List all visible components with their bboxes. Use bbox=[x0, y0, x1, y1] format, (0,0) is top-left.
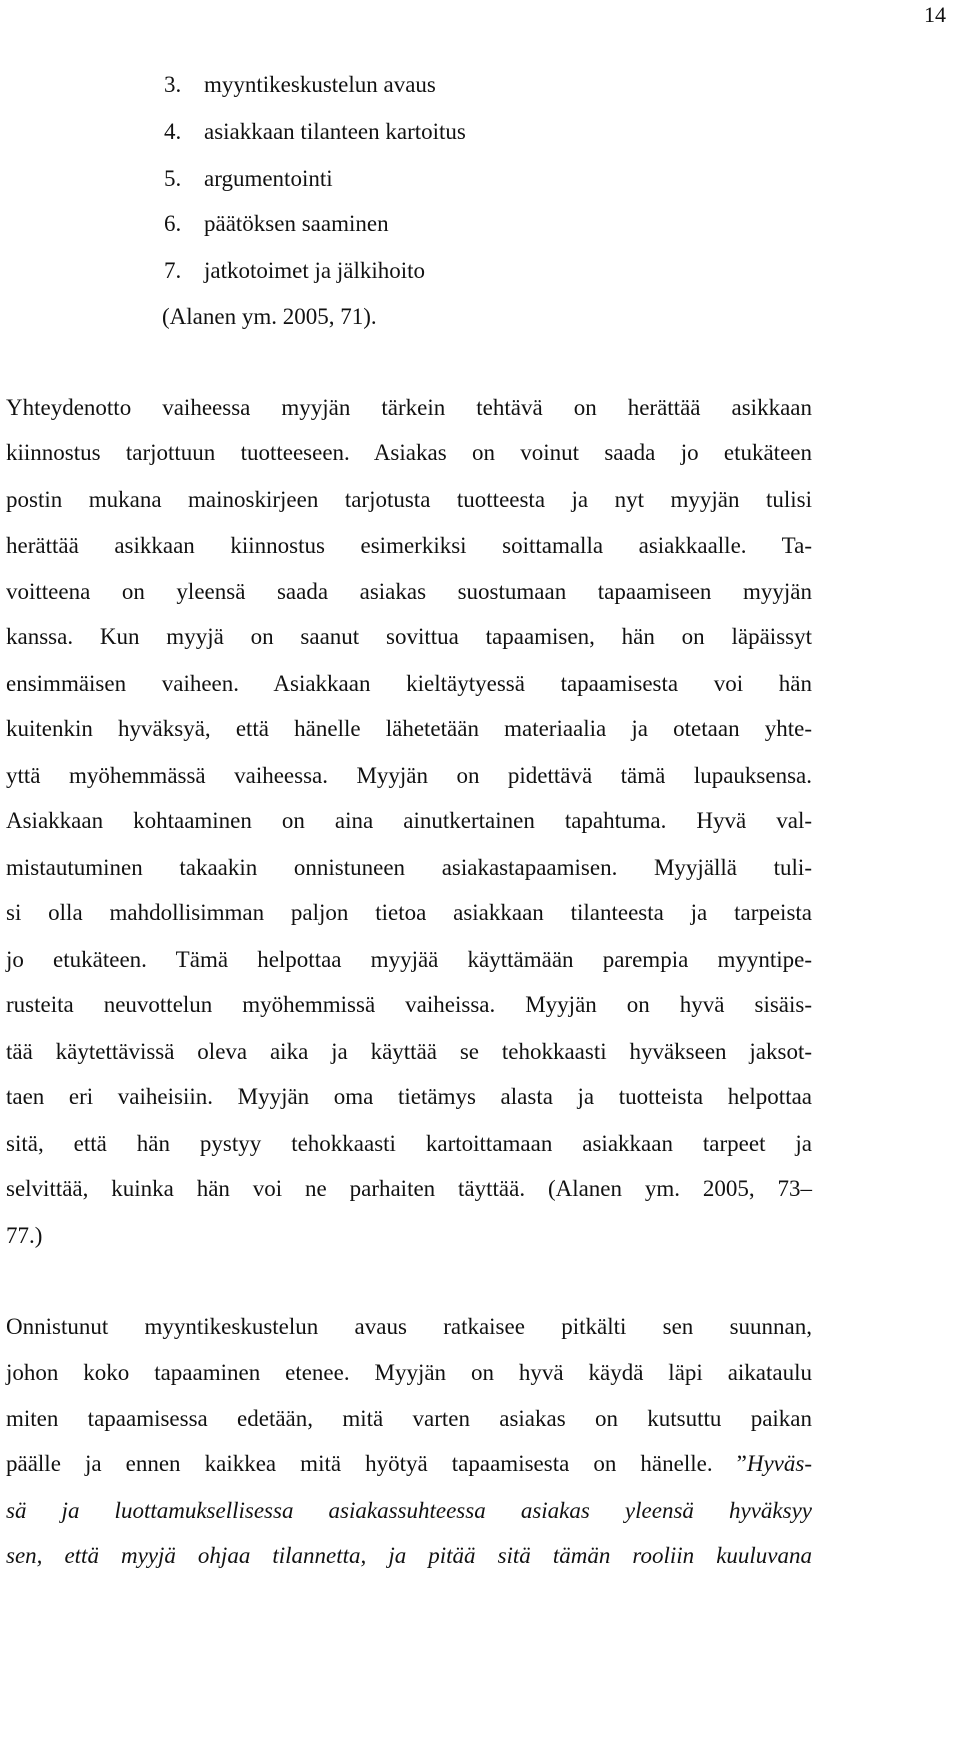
paragraph-line: voitteena on yleensä saada asiakas suostumaan tapaamiseen myyjän bbox=[6, 579, 812, 604]
paragraph-line: kuitenkin hyväksyä, että hänelle lähetetään materiaalia ja otetaan yhte- bbox=[6, 716, 812, 741]
list-item-text: päätöksen saaminen bbox=[204, 211, 389, 236]
paragraph-line: sitä, että hän pystyy tehokkaasti kartoittamaan asiakkaan tarpeet ja bbox=[6, 1131, 812, 1156]
list-item-number: 5. bbox=[164, 166, 182, 191]
list-item-number: 6. bbox=[164, 211, 182, 236]
paragraph-line: 77.) bbox=[6, 1223, 43, 1248]
italic-quote-line: sen, että myyjä ohjaa tilannetta, ja pitää sitä tämän rooliin kuuluvana bbox=[6, 1543, 812, 1568]
paragraph-line: kanssa. Kun myyjä on saanut sovittua tapaamisen, hän on läpäissyt bbox=[6, 624, 812, 649]
list-item-number: 7. bbox=[164, 258, 182, 283]
paragraph-line-text: päälle ja ennen kaikkea mitä hyötyä tapaamisesta on hänelle. ” bbox=[6, 1451, 747, 1476]
list-item-text: myyntikeskustelun avaus bbox=[204, 72, 436, 97]
paragraph-line: kiinnostus tarjottuun tuotteeseen. Asiakas on voinut saada jo etukäteen bbox=[6, 440, 812, 465]
italic-quote-start: Hyväs- bbox=[746, 1451, 812, 1476]
paragraph-line: selvittää, kuinka hän voi ne parhaiten täyttää. (Alanen ym. 2005, 73– bbox=[6, 1176, 812, 1201]
italic-quote-line: sä ja luottamuksellisessa asiakassuhteessa asiakas yleensä hyväksyy bbox=[6, 1498, 812, 1523]
list-citation: (Alanen ym. 2005, 71). bbox=[162, 304, 377, 329]
list-item bbox=[164, 211, 389, 237]
list-item bbox=[164, 166, 333, 192]
paragraph-line: ensimmäisen vaiheen. Asiakkaan kieltäytyessä tapaamisesta voi hän bbox=[6, 671, 812, 696]
paragraph-line: herättää asikkaan kiinnostus esimerkiksi soittamalla asiakkaalle. Ta- bbox=[6, 533, 812, 558]
paragraph-line: si olla mahdollisimman paljon tietoa asiakkaan tilanteesta ja tarpeista bbox=[6, 900, 812, 925]
paragraph-line: Yhteydenotto vaiheessa myyjän tärkein tehtävä on herättää asikkaan bbox=[6, 395, 812, 420]
list-item bbox=[164, 258, 425, 284]
list-item bbox=[164, 72, 436, 98]
list-item-number: 4. bbox=[164, 119, 182, 144]
page-number: 14 bbox=[924, 2, 946, 27]
paragraph-line: yttä myöhemmässä vaiheessa. Myyjän on pidettävä tämä lupauksensa. bbox=[6, 763, 812, 788]
paragraph-line: miten tapaamisessa edetään, mitä varten asiakas on kutsuttu paikan bbox=[6, 1406, 812, 1431]
paragraph-line: tää käytettävissä oleva aika ja käyttää se tehokkaasti hyväkseen jaksot- bbox=[6, 1039, 812, 1064]
paragraph-line: jo etukäteen. Tämä helpottaa myyjää käyttämään parempia myyntipe- bbox=[6, 947, 812, 972]
paragraph-line bbox=[6, 1451, 812, 1477]
paragraph-line: Asiakkaan kohtaaminen on aina ainutkertainen tapahtuma. Hyvä val- bbox=[6, 808, 812, 833]
list-item bbox=[164, 119, 466, 145]
list-item-text: asiakkaan tilanteen kartoitus bbox=[204, 119, 466, 144]
paragraph-line: johon koko tapaaminen etenee. Myyjän on hyvä käydä läpi aikataulu bbox=[6, 1360, 812, 1385]
paragraph-line: mistautuminen takaakin onnistuneen asiakastapaamisen. Myyjällä tuli- bbox=[6, 855, 812, 880]
paragraph-line: postin mukana mainoskirjeen tarjotusta tuotteesta ja nyt myyjän tulisi bbox=[6, 487, 812, 512]
paragraph-line: Onnistunut myyntikeskustelun avaus ratkaisee pitkälti sen suunnan, bbox=[6, 1314, 812, 1339]
list-item-number: 3. bbox=[164, 72, 182, 97]
list-item-text: jatkotoimet ja jälkihoito bbox=[204, 258, 426, 283]
paragraph-line: rusteita neuvottelun myöhemmissä vaiheissa. Myyjän on hyvä sisäis- bbox=[6, 992, 812, 1017]
paragraph-line: taen eri vaiheisiin. Myyjän oma tietämys alasta ja tuotteista helpottaa bbox=[6, 1084, 812, 1109]
list-item-text: argumentointi bbox=[204, 166, 333, 191]
